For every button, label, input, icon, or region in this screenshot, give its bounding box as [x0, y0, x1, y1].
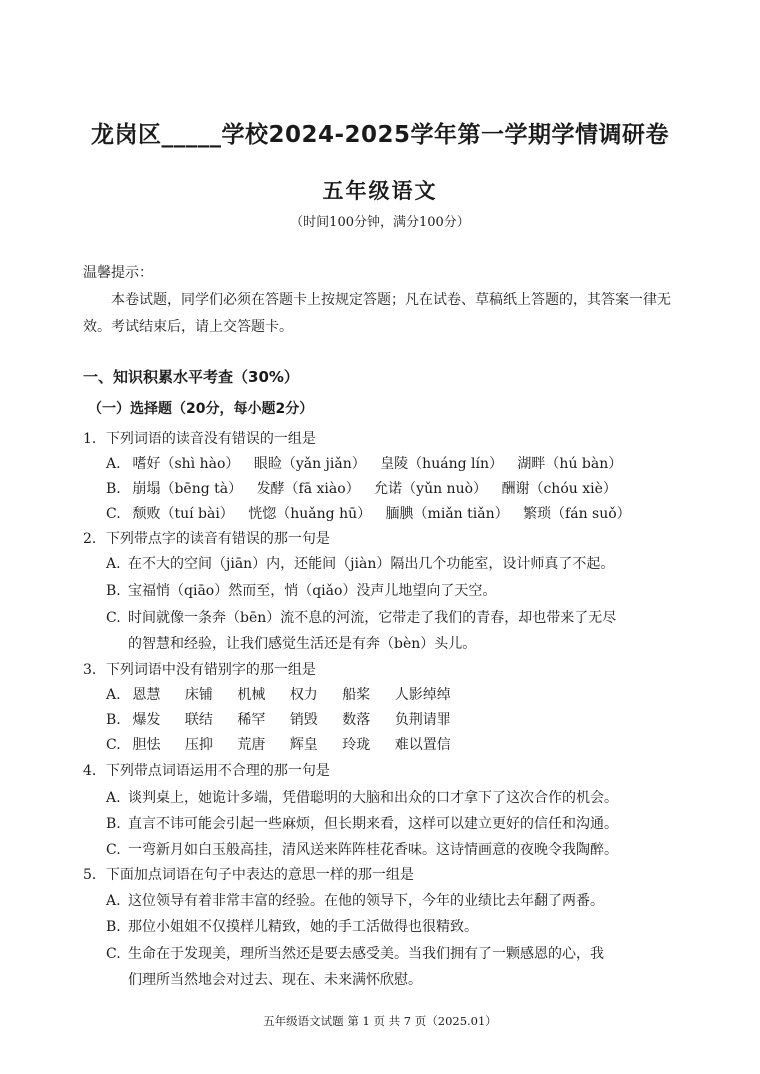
option-item: 湖畔（hú bàn） — [517, 456, 623, 472]
option-text: 那位小姐姐不仅摸样儿精致，她的手工活做得也很精致。 — [128, 919, 478, 935]
option-item: 销毁 — [289, 712, 318, 728]
question-2-option-c-continued: 的智慧和经验，让我们感觉生活还是有奔（bèn）头儿。 — [128, 636, 477, 652]
notice-body: 本卷试题，同学们必须在答题卡上按规定答题；凡在试卷、草稿纸上答题的，其答案一律无效。考试结束后，请上交答题卡。 — [83, 292, 671, 335]
question-2-option-a — [106, 553, 614, 573]
option-item: 发酵（fā xiào） — [256, 481, 360, 497]
option-letter: A. — [106, 556, 121, 572]
option-text: 谈判桌上，她诡计多端，凭借聪明的大脑和出众的口才拿下了这次合作的机会。 — [128, 790, 618, 806]
question-5-option-c-continued: 们理所当然地会对过去、现在、未来满怀欣慰。 — [128, 972, 422, 988]
question-2-option-b — [106, 580, 496, 600]
question-3-option-b — [106, 709, 461, 729]
option-item: 胆怯 — [132, 737, 161, 753]
option-item: 荒唐 — [237, 737, 266, 753]
option-item: 皇陵（huáng lín） — [380, 456, 503, 472]
question-3-option-a — [106, 684, 461, 704]
option-item: 船桨 — [342, 687, 371, 703]
question-5-option-a — [106, 890, 604, 910]
question-3-option-c — [106, 734, 461, 754]
exam-subtitle: 五年级语文 — [322, 179, 438, 203]
option-letter: B. — [106, 712, 121, 728]
option-item: 颓败（tuí bài） — [132, 506, 234, 522]
notice-title: 温馨提示： — [83, 265, 153, 281]
question-2-option-c — [106, 607, 616, 627]
subsection-title: （一）选择题（20分，每小题2分） — [88, 401, 314, 417]
option-letter: C. — [106, 506, 121, 522]
option-item: 玲珑 — [342, 737, 371, 753]
option-letter: B. — [106, 481, 121, 497]
option-letter: C. — [106, 737, 121, 753]
question-1-option-a — [106, 453, 632, 473]
option-item: 崩塌（bēng tà） — [132, 481, 243, 497]
option-item: 嗜好（shì hào） — [132, 456, 240, 472]
question-5-option-b — [106, 916, 478, 936]
option-item: 负荆请罪 — [394, 712, 451, 728]
option-item: 稀罕 — [237, 712, 266, 728]
option-item: 难以置信 — [394, 737, 451, 753]
option-item: 恍惚（huǎng hū） — [248, 506, 372, 522]
option-item: 联结 — [184, 712, 213, 728]
option-letter: A. — [106, 687, 121, 703]
option-item: 权力 — [289, 687, 318, 703]
option-item: 床铺 — [184, 687, 213, 703]
question-5-stem: 5．下面加点词语在句子中表达的意思一样的那一组是 — [83, 867, 414, 883]
option-letter: B. — [106, 816, 121, 832]
option-text: 时间就像一条奔（bēn）流不息的河流，它带走了我们的青春，却也带来了无尽 — [128, 610, 617, 626]
option-item: 繁琐（fán suǒ） — [523, 506, 631, 522]
option-item: 酬谢（chóu xiè） — [501, 481, 617, 497]
option-text: 宝福悄（qiāo）然而至，悄（qiǎo）没声儿地望向了天空。 — [128, 583, 497, 599]
question-1-option-b — [106, 478, 627, 498]
option-text: 一弯新月如白玉般高挂，清风送来阵阵桂花香味。这诗情画意的夜晚令我陶醉。 — [128, 842, 618, 858]
question-1-stem: 1．下列词语的读音没有错误的一组是 — [83, 431, 316, 447]
option-letter: A. — [106, 790, 121, 806]
question-4-option-c — [106, 839, 618, 859]
question-4-option-b — [106, 813, 618, 833]
option-text: 在不大的空间（jiān）内，还能间（jiàn）隔出几个功能室，设计师真了不起。 — [128, 556, 615, 572]
option-letter: A. — [106, 893, 121, 909]
section-title: 一、知识积累水平考查（30%） — [83, 368, 299, 386]
exam-title: 龙岗区_____学校2024-2025学年第一学期学情调研卷 — [90, 122, 670, 148]
option-item: 爆发 — [132, 712, 161, 728]
option-item: 允诺（yǔn nuò） — [374, 481, 488, 497]
option-item: 压抑 — [184, 737, 213, 753]
option-letter: C. — [106, 610, 121, 626]
question-3-stem: 3．下列词语中没有错别字的那一组是 — [83, 662, 316, 678]
question-5-option-c — [106, 943, 604, 963]
option-item: 人影绰绰 — [394, 687, 451, 703]
exam-time-info: （时间100分钟，满分100分） — [290, 215, 470, 230]
question-4-option-a — [106, 787, 618, 807]
option-text: 生命在于发现美，理所当然还是要去感受美。当我们拥有了一颗感恩的心，我 — [128, 946, 604, 962]
option-item: 腼腆（miǎn tiǎn） — [385, 506, 509, 522]
page-footer: 五年级语文试题 第 1 页 共 7 页（2025.01） — [263, 1014, 497, 1028]
option-text: 这位领导有着非常丰富的经验。在他的领导下，今年的业绩比去年翻了两番。 — [128, 893, 604, 909]
question-2-stem: 2．下列带点字的读音有错误的那一句是 — [83, 531, 330, 547]
option-item: 辉皇 — [289, 737, 318, 753]
option-item: 数落 — [342, 712, 371, 728]
option-letter: C. — [106, 842, 121, 858]
option-letter: B. — [106, 583, 121, 599]
option-item: 机械 — [237, 687, 266, 703]
question-1-option-c — [106, 503, 641, 523]
option-item: 恩慧 — [132, 687, 161, 703]
option-item: 眼睑（yǎn jiǎn） — [253, 456, 366, 472]
question-4-stem: 4．下列带点词语运用不合理的那一句是 — [83, 763, 330, 779]
option-letter: A. — [106, 456, 121, 472]
option-letter: B. — [106, 919, 121, 935]
option-text: 直言不讳可能会引起一些麻烦，但长期来看，这样可以建立更好的信任和沟通。 — [128, 816, 618, 832]
option-letter: C. — [106, 946, 121, 962]
